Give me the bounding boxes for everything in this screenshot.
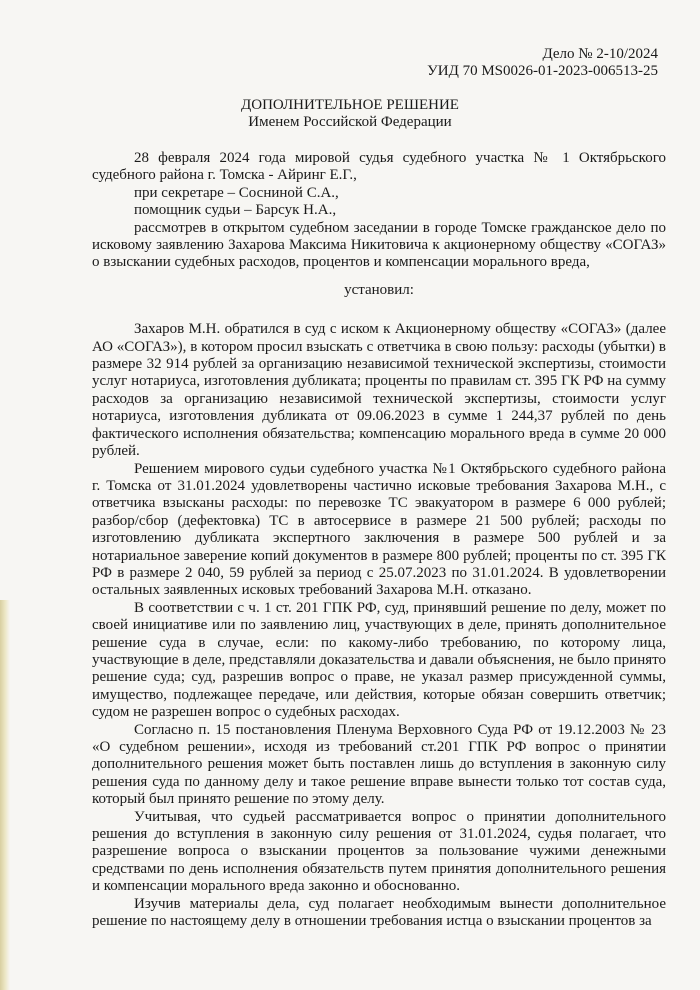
case-number: Дело № 2-10/2024 — [542, 46, 658, 62]
body-paragraph: Учитывая, что судьей рассматривается вопрос о принятии дополнительного решения до вступления в законную силу решения от 31.01.2024, судья полагает, что разрешение вопроса о взыскании процентов за пользование чужими денежными средствами по день исполнения обязательств путем принятия дополнительного решения и компенсации морального вреда законно и обоснованно. — [92, 808, 666, 895]
secretary-line: при секретаре – Сосниной С.А., — [134, 184, 339, 201]
document-title — [0, 97, 700, 131]
body-paragraph: Согласно п. 15 постановления Пленума Верховного Суда РФ от 19.12.2003 № 23 «О судебном решении», исходя из требований ст.201 ГПК РФ вопрос о принятии дополнительного решения может быть поставлен лишь до вступления в законную силу решения суда по данному делу и такое решение вправе вынести только тот состав суда, который был принято решение по этому делу. — [92, 721, 666, 808]
established-heading: установил: — [344, 281, 414, 298]
case-uid: УИД 70 MS0026-01-2023-006513-25 — [427, 63, 658, 79]
scan-edge-decoration — [0, 600, 10, 990]
assistant-line: помощник судьи – Барсук Н.А., — [134, 202, 337, 219]
case-header — [427, 46, 658, 80]
body-paragraph: Изучив материалы дела, суд полагает необходимым вынести дополнительное решение по настоящему делу в отношении требования истца о взыскании процентов за — [92, 895, 666, 930]
intro-paragraph: 28 февраля 2024 года мировой судья судебного участка № 1 Октябрьского судебного района г. Томска - Айринг Е.Г., — [92, 150, 666, 184]
title-line-2: Именем Российской Федерации — [248, 114, 452, 130]
document-body — [92, 150, 666, 930]
body-paragraph: Захаров М.Н. обратился в суд с иском к Акционерному обществу «СОГАЗ» (далее АО «СОГАЗ»), в котором просил взыскать с ответчика в свою пользу: расходы (убытки) в размере 32 914 рублей за организацию независимой технической экспертизы, стоимости услуг нотариуса, изготовления дубликата; проценты по правилам ст. 395 ГК РФ на сумму расходов за организацию независимой технической экспертизы, стоимости услуг нотариуса, изготовления дубликата от 09.06.2023 в сумме 1 244,37 рублей по день фактического исполнения обязательства; компенсацию морального вреда в сумме 20 000 рублей. — [92, 321, 666, 460]
body-paragraph: Решением мирового судьи судебного участка №1 Октябрьского судебного района г. Томска от 31.01.2024 удовлетворены частично исковые требования Захарова М.Н., с ответчика взысканы расходы: по перевозке ТС эвакуатором в размере 6 000 рублей; разбор/сбор (дефектовка) ТС в автосервисе в размере 21 500 рублей; расходы по изготовлению дубликата экспертного заключения в размере 500 рублей и за нотариальное заверение копий документов в размере 800 рублей; проценты по ст. 395 ГК РФ в размере 2 040, 59 рублей за период с 25.07.2023 по 31.01.2024. В удовлетворении остальных заявленных исковых требований Захарова М.Н. отказано. — [92, 460, 666, 599]
body-paragraph: В соответствии с ч. 1 ст. 201 ГПК РФ, суд, принявший решение по делу, может по своей инициативе или по заявлению лиц, участвующих в деле, принять дополнительное решение суда в случае, если: по какому-либо требованию, по которому лица, участвующие в деле, представляли доказательства и давали объяснения, не было принято решение суда; суд, разрешив вопрос о праве, не указал размер присужденной суммы, имущество, подлежащее передаче, или действия, которые обязан совершить ответчик; судом не разрешен вопрос о судебных расходах. — [92, 599, 666, 721]
title-line-1: ДОПОЛНИТЕЛЬНОЕ РЕШЕНИЕ — [241, 97, 459, 113]
considered-paragraph: рассмотрев в открытом судебном заседании в городе Томске гражданское дело по исковому заявлению Захарова Максима Никитовича к акционерному обществу «СОГАЗ» о взыскании судебных расходов, процентов и компенсации морального вреда, — [92, 219, 666, 271]
